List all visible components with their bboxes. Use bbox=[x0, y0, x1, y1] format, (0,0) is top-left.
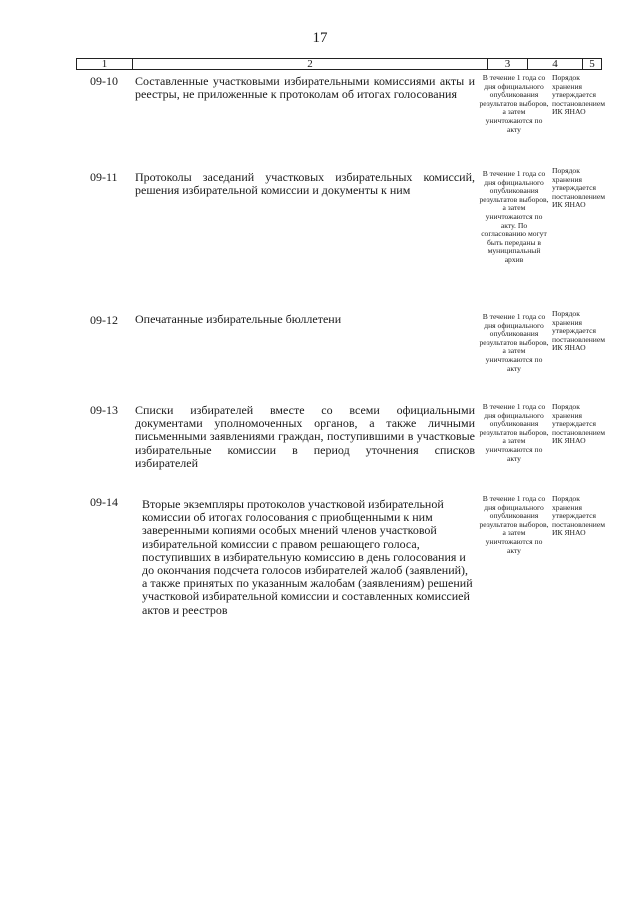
row-title: Списки избирателей вместе со всеми официальными документами уполномоченных органов, а также личными письменными заявлениями граждан, поступившими в участковые избирательные комиссии в период уточнения списков избирателей bbox=[135, 403, 475, 470]
row-code: 09-12 bbox=[90, 313, 118, 327]
row-title: Составленные участковыми избирательными комиссиями акты и реестры, не приложенные к протоколам об итогах голосования bbox=[135, 74, 475, 102]
header-col-1: 1 bbox=[77, 59, 133, 69]
row-term: В течение 1 года со дня официального опубликования результатов выборов, а затем уничтожаются по акту bbox=[479, 494, 549, 555]
row-title: Опечатанные избирательные бюллетени bbox=[135, 312, 342, 326]
row-code: 09-11 bbox=[90, 170, 118, 184]
row-term: В течение 1 года со дня официального опубликования результатов выборов, а затем уничтожаются по акту bbox=[479, 312, 549, 373]
row-term: В течение 1 года со дня официального опубликования результатов выборов, а затем уничтожаются по акту bbox=[479, 402, 549, 463]
row-note: Порядок хранения утверждается постановлением ИК ЯНАО bbox=[552, 402, 606, 446]
row-note: Порядок хранения утверждается постановлением ИК ЯНАО bbox=[552, 309, 606, 353]
page-number: 17 bbox=[312, 30, 328, 46]
row-code: 09-14 bbox=[90, 495, 118, 509]
row-title: Вторые экземпляры протоколов участковой избирательной комиссии об итогах голосования с приобщенными к ним заверенными копиями особых мнений членов участковой избирательной комиссии с правом решающего голоса, поступивших в избирательную комиссию в день голосования и до окончания подсчета голосов избирателей жалоб (заявлений), а также принятых по указанным жалобам (заявлениям) решений участковой избирательной комиссии и составленных комиссией актов и реестров bbox=[142, 497, 473, 617]
table-header bbox=[76, 58, 602, 70]
row-note: Порядок хранения утверждается постановлением ИК ЯНАО bbox=[552, 73, 606, 117]
header-col-4: 4 bbox=[528, 59, 583, 69]
row-code: 09-10 bbox=[90, 74, 118, 88]
header-col-2: 2 bbox=[133, 59, 488, 69]
header-col-5: 5 bbox=[589, 58, 595, 70]
row-note: Порядок хранения утверждается постановлением ИК ЯНАО bbox=[552, 166, 606, 210]
row-code: 09-13 bbox=[90, 403, 118, 417]
row-term: В течение 1 года со дня официального опубликования результатов выборов, а затем уничтожаются по акту bbox=[479, 73, 549, 134]
row-title: Протоколы заседаний участковых избирательных комиссий, решения избирательной комиссии и документы к ним bbox=[135, 170, 475, 198]
header-col-3: 3 bbox=[488, 59, 528, 69]
row-note: Порядок хранения утверждается постановлением ИК ЯНАО bbox=[552, 494, 606, 538]
row-term: В течение 1 года со дня официального опубликования результатов выборов, а затем уничтожаются по акту. По согласованию могут быть переданы в муниципальный архив bbox=[479, 169, 549, 264]
